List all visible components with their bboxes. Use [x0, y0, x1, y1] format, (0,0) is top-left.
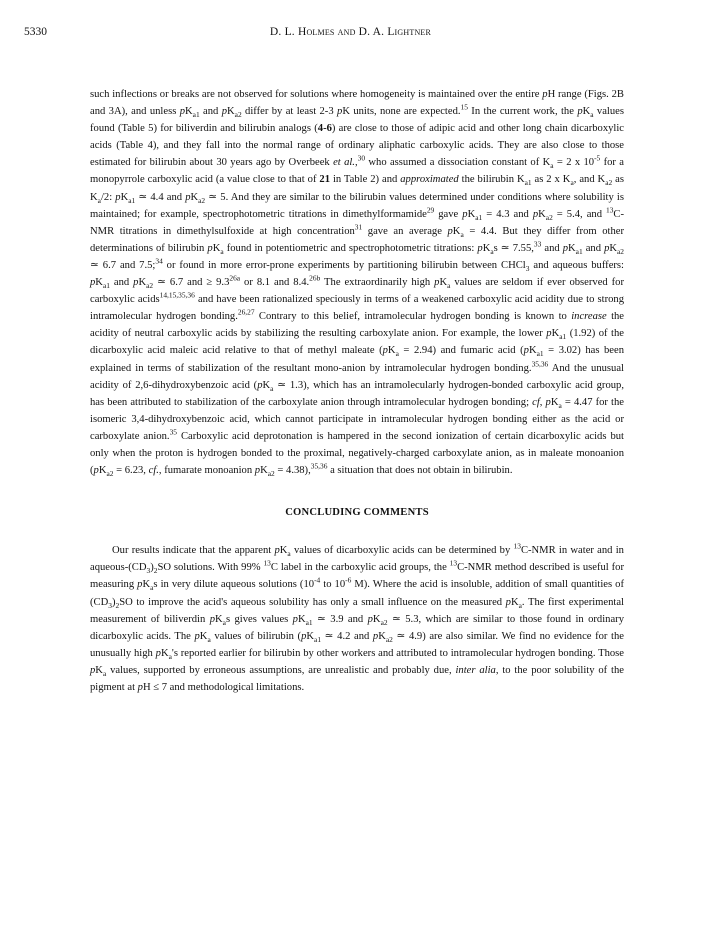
running-title: D. L. Holmes and D. A. Lightner [269, 26, 432, 38]
body-paragraph-2: Our results indicate that the apparent $pK_a$ values of dicarboxylic acids can be determined by $^{13}$C-NMR in water and in aqueous-$(CD_3)_2SO$ solutions. With 99% $^{13}$C label in the carboxylic acid groups, the $^{13}$C-NMR method described is useful for measuring $pK_as$ in very dilute aqueous solutions ($10^{-4}$ to $10^{-6}$ M). Where the acid is insoluble, addition of small quantities of $(CD_3)_2SO$ to improve the acid's aqueous solubility has only a small influence on the measured $pK_a$. The first experimental measurement of biliverdin $pK_as$ gives values $pK_{a1}$ ≃ 3.9 and $pK_{a2}$ ≃ 5.3, which are similar to those found in ordinary dicarboxylic acids. The $pK_a$ values of bilirubin ($pK_{a1}$ ≃ 4.2 and $pK_{a2}$ ≃ 4.9) are also similar. We find no evidence for the unusually high $pK_a's$ reported earlier for bilirubin by other workers and attributed to intramolecular hydrogen bonding. Those $pK_a$ values, supported by erroneous assumptions, are unrealistic and probably due, inter alia, to the poor solubility of the pigment at pH ≤ 7 and methodological limitations. [90, 541, 625, 693]
page-header [24, 26, 677, 42]
section-heading: CONCLUDING COMMENTS [285, 507, 429, 519]
body-paragraph-1: such inflections or breaks are not observed for solutions where homogeneity is maintained over the entire pH range (Figs. 2B and 3A), and unless $pK_{a1}$ and $pK_{a2}$ differ by at least 2-3 pK units, none are expected.$^{15}$ In the current work, the $pK_a$ values found (Table 5) for biliverdin and bilirubin analogs (4-6) are close to those of adipic acid and other long chain dicarboxylic acids (Table 4), and they fall into the normal range of ordinary aliphatic carboxylic acids. They are also close to those estimated for bilirubin about 30 years ago by Overbeek et al.,$^{30}$ who assumed a dissociation constant of $K_a = 2$ x $10^{-5}$ for a monopyrrole carboxylic acid (a value close to that of 21 in Table 2) and approximated the bilirubin $K_{a1}$ as 2 x $K_a$, and $K_{a2}$ as $K_a/2$: $pK_{a1}$ ≃ 4.4 and $pK_{a2}$ ≃ 5. And they are similar to the bilirubin values determined under conditions where solubility is maintained; for example, spectrophotometric titrations in dimethylformamide$^{29}$ gave $pK_{a1} = 4.3$ and $pK_{a2} = 5.4$, and $^{13}$C-NMR titrations in dimethylsulfoxide at high concentration$^{31}$ gave an average $pK_a = 4.4$. But they differ from other determinations of bilirubin $pK_a$ found in potentiometric and spectrophotometric titrations: $pK_as$ ≃ 7.55,33 and $pK_{a1}$ and $pK_{a2}$ ≃ 6.7 and 7.5;$^{34}$ or found in more error-prone experiments by partitioning bilirubin between CHCl$_3$ and aqueous buffers: $pK_{a1}$ and $pK_{a2}$ ≃ 6.7 and ≥ $9.3^{26a}$ or 8.1 and 8.4.$^{26b}$ The extraordinarily high $pK_a$ values are seldom if ever observed for carboxylic acids$^{14,15,35,36}$ and have been rationalized speciously in terms of a weakened carboxylic acid acidity due to strong intramolecular hydrogen bonding.$^{26,27}$ Contrary to this belief, intramolecular hydrogen bonding is known to increase the acidity of neutral carboxylic acids by stabilizing the resulting carboxylate anion. For example, the lower $pK_{a1}$ (1.92) of the dicarboxylic acid maleic acid relative to that of methyl maleate $(pK_a = 2.94)$ and fumaric acid $(pK_{a1} = 3.02)$ has been explained in terms of stabilization of the resultant mono-anion by intramolecular hydrogen bonding.$^{35,36}$ And the unusual acidity of 2,6-dihydroxybenzoic acid ($pK_a$ ≃ 1.3), which has an intramolecularly hydrogen-bonded carboxylic acid group, has been attributed to stabilization of the carboxylate anion through intramolecular hydrogen bonding; cf, $pK_a = 4.47$ for the isomeric 3,4-dihydroxybenzoic acid, which cannot participate in intramolecular hydrogen bonding either as the acid or carboxylate anion.$^{35}$ Carboxylic acid deprotonation is hampered in the second ionization of certain dicarboxylic acids but only when the proton is hydrogen bonded to the proximal, negatively-charged carboxylate anion, as in maleate monoanion ($pK_{a2} = 6.23$, cf., fumarate monoanion $pK_{a2} = 4.38),^{35,36}$ a situation that does not obtain in bilirubin. [90, 89, 625, 479]
page-number: 5330 [24, 26, 47, 38]
article-body [90, 86, 624, 696]
